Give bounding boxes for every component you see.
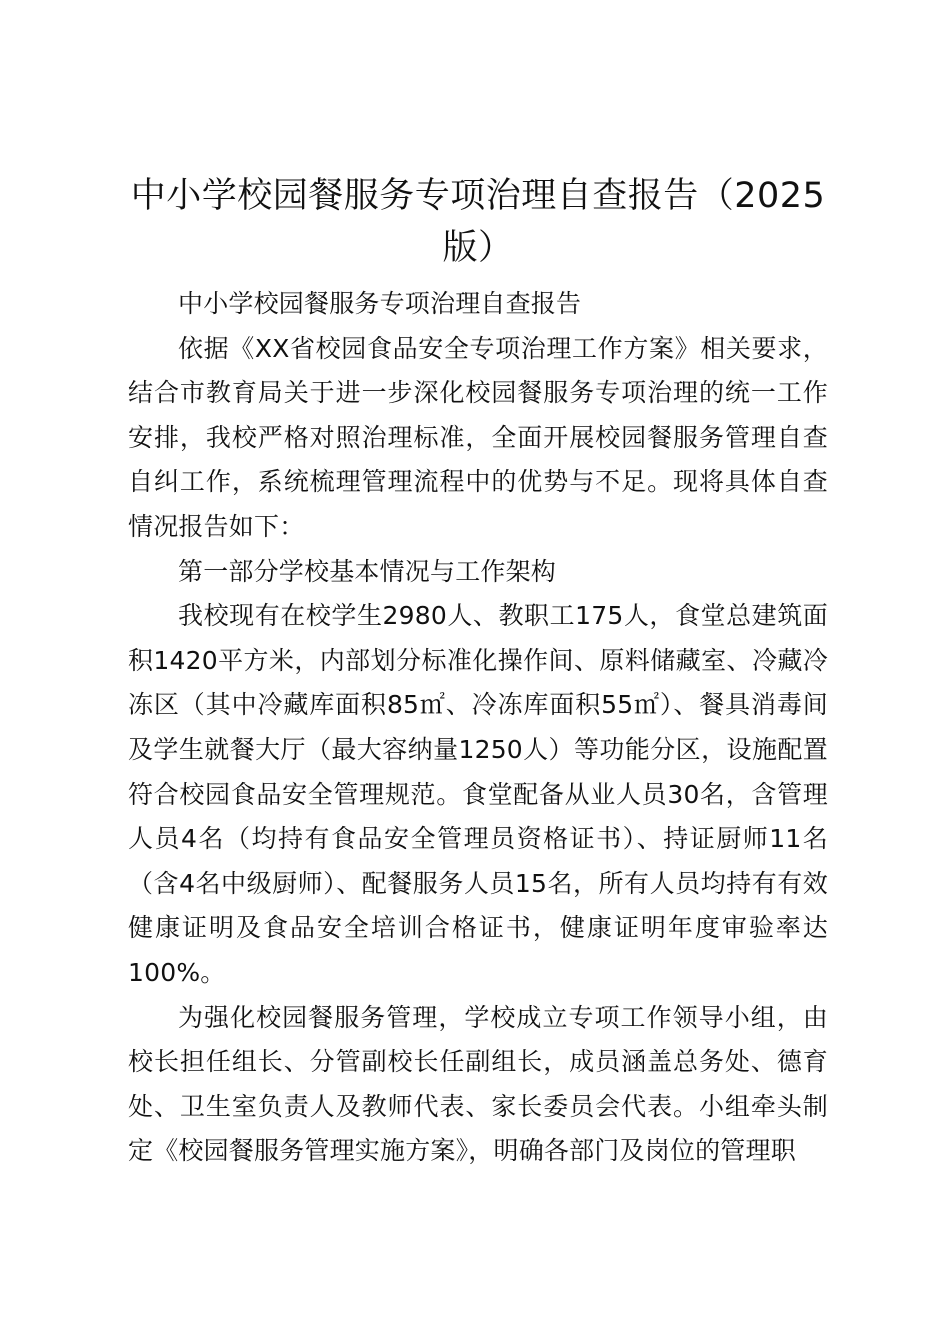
intro-paragraph: 依据《XX省校园食品安全专项治理工作方案》相关要求，结合市教育局关于进一步深化校园餐服务专项治理的统一工作安排，我校严格对照治理标准，全面开展校园餐服务管理自查自纠工作，系统梳理管理流程中的优势与不足。现将具体自查情况报告如下：	[128, 333, 828, 541]
document-title: 中小学校园餐服务专项治理自查报告（2025版）	[130, 176, 826, 268]
section-heading: 第一部分学校基本情况与工作架构	[178, 556, 557, 586]
leadership-paragraph: 为强化校园餐服务管理，学校成立专项工作领导小组，由校长担任组长、分管副校长任副组长，成员涵盖总务处、德育处、卫生室负责人及教师代表、家长委员会代表。小组牵头制定《校园餐服务管理实施方案》，明确各部门及岗位的管理职	[128, 1002, 828, 1166]
subtitle-paragraph: 中小学校园餐服务专项治理自查报告	[178, 289, 582, 318]
document-page	[128, 170, 828, 1174]
basic-info-paragraph: 我校现有在校学生2980人、教职工175人，食堂总建筑面积1420平方米，内部划分标准化操作间、原料储藏室、冷藏冷冻区（其中冷藏库面积85㎡、冷冻库面积55㎡）、餐具消毒间及学生就餐大厅（最大容纳量1250人）等功能分区，设施配置符合校园食品安全管理规范。食堂配备从业人员30名，含管理人员4名（均持有食品安全管理员资格证书）、持证厨师11名（含4名中级厨师）、配餐服务人员15名，所有人员均持有有效健康证明及食品安全培训合格证书，健康证明年度审验率达100%。	[128, 601, 828, 987]
